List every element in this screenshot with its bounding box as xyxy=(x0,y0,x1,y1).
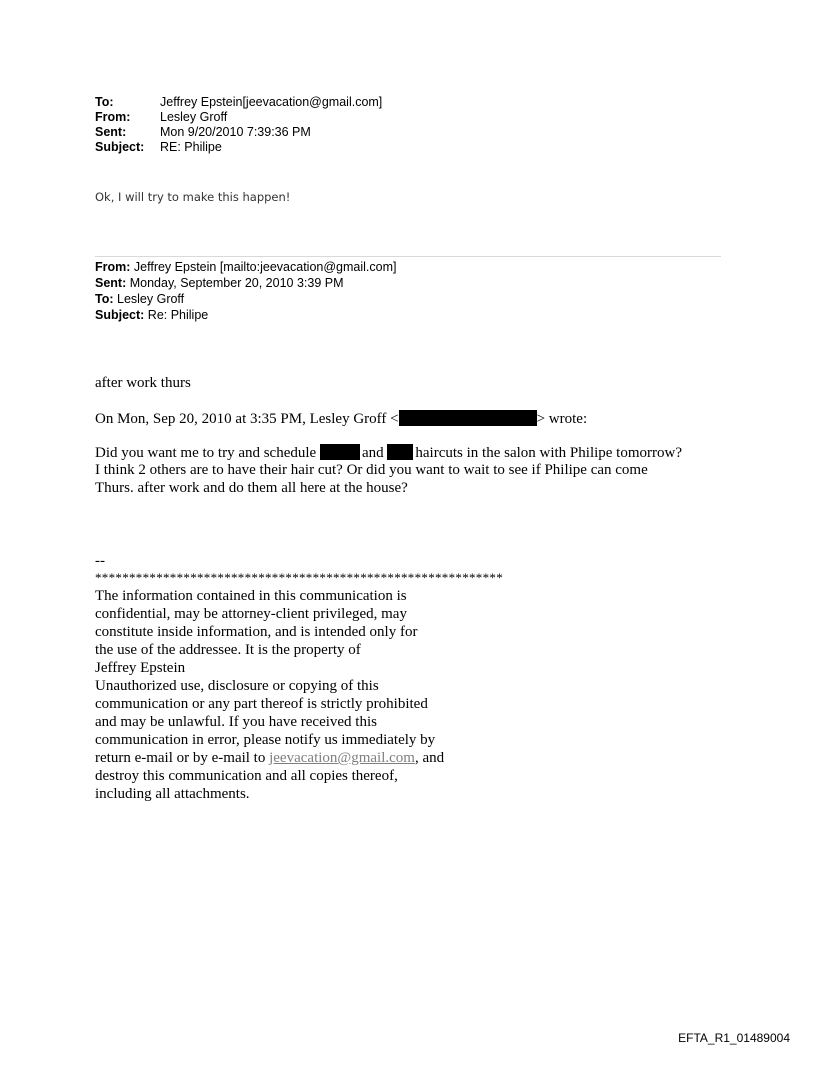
sent-value: Mon 9/20/2010 7:39:36 PM xyxy=(160,125,311,139)
header-sent-row xyxy=(95,125,382,140)
sig-line-6: Unauthorized use, disclosure or copying of this xyxy=(95,678,379,694)
fwd-sent-label: Sent: xyxy=(95,276,127,290)
fwd-to-value: Lesley Groff xyxy=(113,292,185,306)
sig-return-prefix: return e-mail or by e-mail to xyxy=(95,750,270,766)
sig-line-8: and may be unlawful. If you have received this xyxy=(95,714,377,730)
quote-1b: and xyxy=(361,445,388,461)
quote-line-3: Thurs. after work and do them all here at the house? xyxy=(95,480,408,496)
fwd-subject-row xyxy=(95,307,396,323)
redaction-box xyxy=(399,410,537,426)
header-to-row xyxy=(95,95,382,110)
body-line-1: after work thurs xyxy=(95,375,191,391)
forwarded-header xyxy=(95,259,396,323)
quote-1a: Did you want me to try and schedule xyxy=(95,445,320,461)
fwd-from-row xyxy=(95,259,396,275)
from-label: From: xyxy=(95,110,131,124)
sig-line-4: the use of the addressee. It is the property of xyxy=(95,642,361,658)
fwd-sent-row xyxy=(95,275,396,291)
to-label: To: xyxy=(95,95,114,109)
sig-line-7: communication or any part thereof is strictly prohibited xyxy=(95,696,428,712)
fwd-sent-value: Monday, September 20, 2010 3:39 PM xyxy=(126,276,344,290)
reply-text: Ok, I will try to make this happen! xyxy=(95,190,291,204)
sig-return-line xyxy=(95,750,444,767)
fwd-subject-value: Re: Philipe xyxy=(144,308,209,322)
sent-label: Sent: xyxy=(95,125,127,139)
fwd-subject-label: Subject: xyxy=(95,308,145,322)
sig-line-1: The information contained in this communication is xyxy=(95,588,407,604)
to-value: Jeffrey Epstein[jeevacation@gmail.com] xyxy=(160,95,383,109)
redaction-box xyxy=(320,444,360,460)
sig-line-3: constitute inside information, and is intended only for xyxy=(95,624,418,640)
sig-line-2: confidential, may be attorney-client privileged, may xyxy=(95,606,407,622)
quote-line-1 xyxy=(95,444,682,462)
quote-intro-a: On Mon, Sep 20, 2010 at 3:35 PM, Lesley Groff < xyxy=(95,411,399,427)
fwd-to-row xyxy=(95,291,396,307)
quote-line-2: I think 2 others are to have their hair cut? Or did you want to wait to see if Philipe can come xyxy=(95,462,648,478)
redaction-box xyxy=(387,444,413,460)
sig-dashes: -- xyxy=(95,553,105,569)
sig-line-9: communication in error, please notify us immediately by xyxy=(95,732,436,748)
sig-stars: ************************************************************ xyxy=(95,570,503,585)
fwd-to-label: To: xyxy=(95,292,114,306)
fwd-from-label: From: xyxy=(95,260,131,274)
from-value: Lesley Groff xyxy=(160,110,228,124)
subject-label: Subject: xyxy=(95,140,145,154)
quote-intro xyxy=(95,410,587,428)
fwd-from-value: Jeffrey Epstein [mailto:jeevacation@gmail.com] xyxy=(130,260,397,274)
sig-attach-line: including all attachments. xyxy=(95,786,250,802)
header-from-row xyxy=(95,110,382,125)
subject-value: RE: Philipe xyxy=(160,140,222,154)
quote-intro-b: > wrote: xyxy=(536,411,588,427)
divider xyxy=(95,256,721,257)
header-subject-row xyxy=(95,140,382,155)
sig-return-suffix: , and xyxy=(414,750,445,766)
email-header xyxy=(95,95,382,155)
sig-destroy-line: destroy this communication and all copies thereof, xyxy=(95,768,398,784)
quote-1c: haircuts in the salon with Philipe tomorrow? xyxy=(415,445,682,461)
sig-line-5: Jeffrey Epstein xyxy=(95,660,186,676)
email-link[interactable]: jeevacation@gmail.com xyxy=(269,750,415,766)
document-id: EFTA_R1_01489004 xyxy=(678,1031,790,1045)
